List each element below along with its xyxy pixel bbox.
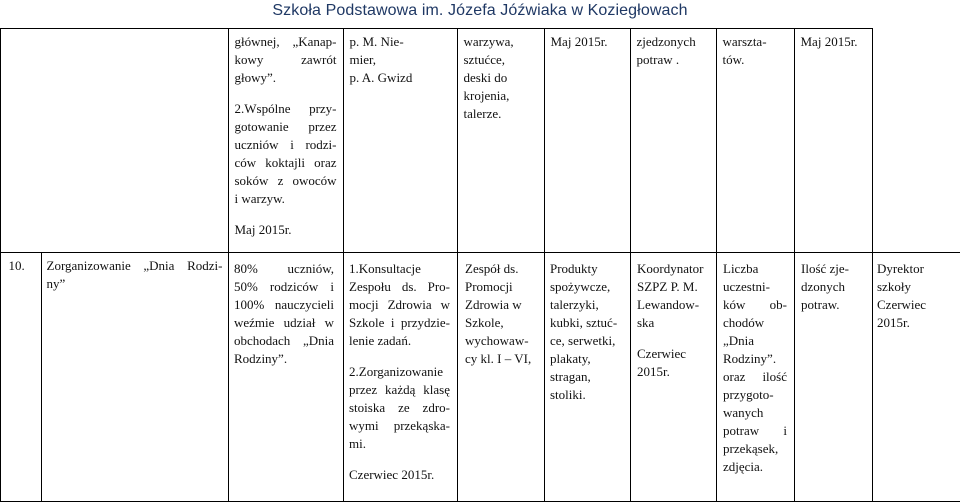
cell-text: Maj 2015r. (550, 34, 608, 49)
cell-resources-cont (457, 29, 544, 253)
cell-text: 2015r. (637, 364, 670, 379)
cell-text: potraw i (723, 423, 787, 438)
cell-text: sztućce, (463, 52, 506, 67)
cell-text: 2.Zorganizowanie (349, 364, 443, 379)
cell-text: stoiska ze zdro- (349, 400, 450, 415)
cell-text: 1.Konsultacje (349, 261, 421, 276)
cell-text: ny” (46, 276, 66, 291)
cell-text: dzonych (801, 279, 846, 294)
row10-actions (349, 260, 450, 484)
cell-text: 2015r. (877, 315, 910, 330)
cell-text: ców koktajli oraz (234, 155, 337, 170)
cell-text: głowy”. (234, 70, 277, 85)
cell-text: „Dnia (723, 333, 755, 348)
cell-text: Rodziny”. (234, 351, 288, 366)
cell-text: kowy zawrót (234, 52, 337, 67)
cell-text: mier, (349, 52, 377, 67)
cell-text: 2.Wspólne przy- (234, 101, 337, 116)
cell-text: krojenia, (463, 88, 510, 103)
cell-goal-10 (113, 253, 228, 502)
cell-text: cy kl. I – VI, (465, 351, 532, 366)
cell-text: Koordynator (637, 261, 704, 276)
cell-text: obchodach „Dnia (234, 333, 334, 348)
cell-text: warszta- (722, 34, 767, 49)
cell-text: Szkole i przydzie- (349, 315, 450, 330)
cell-text: SZPZ P. M. (637, 279, 698, 294)
cell-text: soków z owoców (234, 173, 337, 188)
cell-text: mi. (349, 436, 366, 451)
cell-text: p. M. Nie- (349, 34, 404, 49)
cell-text: chodów (723, 315, 765, 330)
cell-text: zjedzonych (636, 34, 696, 49)
cell-text: kubki, sztuć- (550, 315, 618, 330)
cell-text: stragan, (550, 369, 591, 384)
row10-coordinator (637, 260, 711, 381)
cell-text: ce, serwetki, (550, 333, 616, 348)
cell-text: stoliki. (550, 387, 586, 402)
row10-director (877, 260, 953, 332)
row10-indicator (723, 260, 787, 476)
cell-text: głównej, „Kanap- (234, 34, 337, 49)
cell-text: deski do (463, 70, 508, 85)
cell-text: spożywcze, (550, 279, 611, 294)
cell-text: Dyrektor (877, 261, 924, 276)
cell-text: przekąsek, (723, 441, 779, 456)
cell-text: Zespół ds. (465, 261, 519, 276)
cell-text: Czerwiec (877, 297, 927, 312)
cell-text: Ilość zje- (801, 261, 850, 276)
cell-text: Zdrowia w (465, 297, 522, 312)
cell-text: Maj 2015r. (800, 34, 858, 49)
cell-text: warzywa, (463, 34, 514, 49)
cell-text: i warzyw. (234, 191, 285, 206)
cell-text: Lewandow- (637, 297, 700, 312)
cell-text: szkoły (877, 279, 911, 294)
cell-text: uczniów i rodzi- (234, 137, 337, 152)
cell-text: wymi przekąska- (349, 418, 450, 433)
cell-text: talerzyki, (550, 297, 599, 312)
cell-text: zdjęcia. (723, 459, 764, 474)
cell-date-cont (794, 29, 872, 253)
cell-text: lenie zadań. (349, 333, 412, 348)
cell-task-cont (0, 29, 228, 253)
cell-text: wychowaw- (465, 333, 529, 348)
cell-text: gotowanie przez (234, 119, 337, 134)
cell-date: Czerwiec 2015r. (349, 467, 435, 482)
cell-text: uczestni- (723, 279, 770, 294)
cell-text: tów. (722, 52, 745, 67)
cell-text: ków ob- (723, 297, 787, 312)
cell-text: Zespołu ds. Pro- (349, 279, 450, 294)
row10-responsible (465, 260, 541, 368)
cell-text: Liczba (723, 261, 759, 276)
cell-text: p. A. Gwizd (349, 70, 413, 85)
row10-resources (550, 260, 626, 404)
cell-text: potraw. (801, 297, 840, 312)
cell-text: oraz ilość (723, 369, 787, 384)
table-row-continuation (0, 29, 960, 253)
cell-text: Promocji (465, 279, 513, 294)
row10-goal (234, 260, 334, 368)
cell-deadline-cont (544, 29, 630, 253)
cell-text: 50% rodziców i (234, 279, 334, 294)
school-name: Szkoła Podstawowa im. Józefa Jóźwiaka w Koziegłowach (272, 2, 688, 19)
cell-text: ska (637, 315, 655, 330)
cell-text: plakaty, (550, 351, 591, 366)
cell-actions-cont (228, 29, 343, 253)
cell-indicator-cont (630, 29, 716, 253)
cell-method-cont (716, 29, 794, 253)
cell-text: przygoto- (723, 387, 774, 402)
cell-text: 100% nauczycieli (234, 297, 334, 312)
cell-text: potraw . (636, 52, 680, 67)
cell-text: przez każdą klasę (349, 382, 450, 397)
cell-text: 80% uczniów, (234, 261, 334, 276)
row10-evaluation (801, 260, 865, 314)
cell-text: Rodziny”. (723, 351, 777, 366)
cell-text: mocji Zdrowia w (349, 297, 450, 312)
cell-text: talerze. (463, 106, 502, 121)
page-header (0, 0, 960, 27)
cell-responsible-cont (343, 29, 457, 253)
cell-text: Czerwiec (637, 346, 687, 361)
cell-text: Szkole, (465, 315, 504, 330)
row-number: 10. (8, 258, 25, 273)
cell-text: weźmie udział w (234, 315, 334, 330)
cell-text: Produkty (550, 261, 598, 276)
cell-text: wanych (723, 405, 764, 420)
cell-text: Zorganizowanie „Dnia Rodzi- (46, 258, 223, 273)
cell-date: Maj 2015r. (234, 222, 292, 237)
